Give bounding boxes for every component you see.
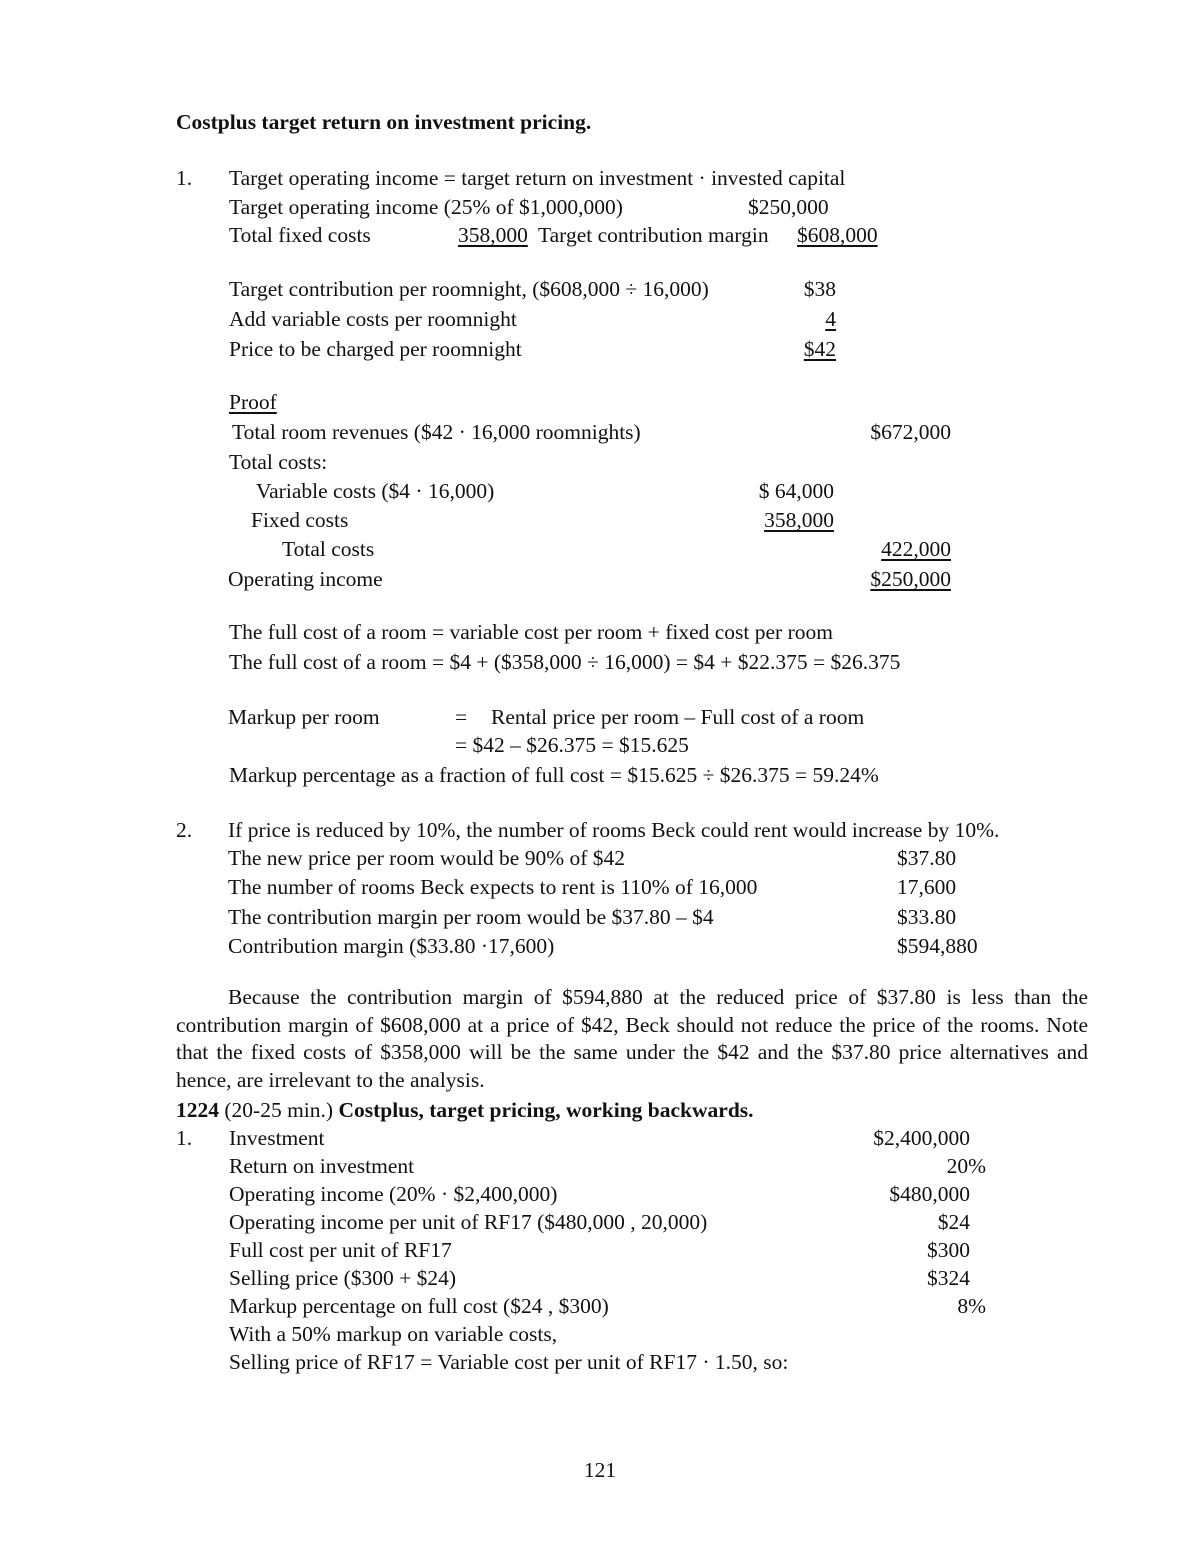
line-text: If price is reduced by 10%, the number of rooms Beck could rent would increase by 10%.	[228, 818, 1000, 842]
line-value: 8%	[957, 1294, 986, 1318]
problem-time: (20-25 min.)	[224, 1098, 334, 1122]
line-text: Selling price of RF17 = Variable cost per unit of RF17 · 1.50, so:	[229, 1350, 789, 1374]
line-text: Operating income per unit of RF17 ($480,000 , 20,000)	[229, 1210, 708, 1234]
line-text: Target operating income (25% of $1,000,000)	[229, 195, 623, 219]
line-text: Total costs:	[229, 450, 328, 474]
line-text: Rental price per room – Full cost of a room	[491, 705, 865, 729]
line-text: Target contribution per roomnight, ($608,000 ÷ 16,000)	[229, 277, 709, 301]
line-text: Full cost per unit of RF17	[229, 1238, 452, 1262]
line-text: Add variable costs per roomnight	[229, 307, 517, 331]
item-number: 1.	[176, 1126, 193, 1150]
line-text: The full cost of a room = variable cost per room + fixed cost per room	[229, 620, 833, 644]
line-value: $38	[803, 277, 836, 301]
problem-heading	[176, 1098, 754, 1122]
line-text: The number of rooms Beck expects to rent is 110% of 16,000	[228, 875, 758, 899]
line-value: 4	[825, 307, 836, 331]
line-value: $250,000	[748, 195, 829, 219]
problem-number: 1224	[176, 1098, 219, 1122]
line-text: Total fixed costs	[229, 223, 371, 247]
line-text: Markup percentage on full cost ($24 , $300)	[229, 1294, 609, 1318]
page-number: 121	[583, 1458, 617, 1482]
line-text: Target operating income = target return on investment · invested capital	[229, 166, 846, 190]
line-value: $250,000	[870, 567, 951, 591]
line-text: Markup per room	[228, 705, 380, 729]
line-text: Variable costs ($4 · 16,000)	[256, 479, 495, 503]
line-text: = $42 – $26.375 = $15.625	[455, 733, 689, 757]
line-text: Operating income (20% · $2,400,000)	[229, 1182, 558, 1206]
line-text: Total room revenues ($42 · 16,000 roomnights)	[232, 420, 641, 444]
line-value: 358,000	[764, 508, 834, 532]
section-heading: Costplus target return on investment pricing.	[176, 110, 592, 134]
line-text: Return on investment	[229, 1154, 415, 1178]
line-value: $300	[927, 1238, 970, 1262]
line-value: 20%	[946, 1154, 986, 1178]
line-text: Total costs	[282, 537, 375, 561]
line-text: The full cost of a room = $4 + ($358,000 ÷ 16,000) = $4 + $22.375 = $26.375	[229, 650, 901, 674]
line-value: $480,000	[889, 1182, 970, 1206]
line-value: $608,000	[797, 223, 878, 247]
line-value: 422,000	[881, 537, 951, 561]
line-value: $672,000	[870, 420, 951, 444]
line-text: Fixed costs	[251, 508, 349, 532]
line-value: 358,000	[458, 223, 528, 247]
conclusion-paragraph: Because the contribution margin of $594,880 at the reduced price of $37.80 is less than the contribution margin of $608,000 at a price of $42, Beck should not reduce the price of the rooms. Note that the fixed costs of $358,000 will be the same under the $42 and the $37.80 price alternatives and hence, are irrelevant to the analysis.	[176, 985, 1088, 1092]
proof-label: Proof	[229, 390, 277, 414]
line-value: 17,600	[897, 875, 957, 899]
line-text: Price to be charged per roomnight	[229, 337, 522, 361]
line-value: $24	[937, 1210, 970, 1234]
line-text: Investment	[229, 1126, 325, 1150]
line-text: The new price per room would be 90% of $42	[228, 846, 626, 870]
line-text: Selling price ($300 + $24)	[229, 1266, 457, 1290]
line-value: $2,400,000	[873, 1126, 970, 1150]
line-value: $33.80	[897, 905, 957, 929]
line-value: $594,880	[897, 934, 978, 958]
line-value: $37.80	[897, 846, 957, 870]
line-value: $42	[803, 337, 836, 361]
problem-title: Costplus, target pricing, working backwards.	[338, 1098, 754, 1122]
line-text: Contribution margin ($33.80 ·17,600)	[228, 934, 555, 958]
line-value: $ 64,000	[758, 479, 834, 503]
line-text: =	[455, 705, 468, 729]
line-value: $324	[927, 1266, 970, 1290]
line-text: With a 50% markup on variable costs,	[229, 1322, 558, 1346]
item-number: 2.	[176, 818, 193, 842]
line-text: Markup percentage as a fraction of full cost = $15.625 ÷ $26.375 = 59.24%	[229, 763, 879, 787]
line-text: Operating income	[228, 567, 383, 591]
line-text: Target contribution margin	[538, 223, 769, 247]
item-number: 1.	[176, 166, 193, 190]
line-text: The contribution margin per room would be $37.80 – $4	[228, 905, 714, 929]
